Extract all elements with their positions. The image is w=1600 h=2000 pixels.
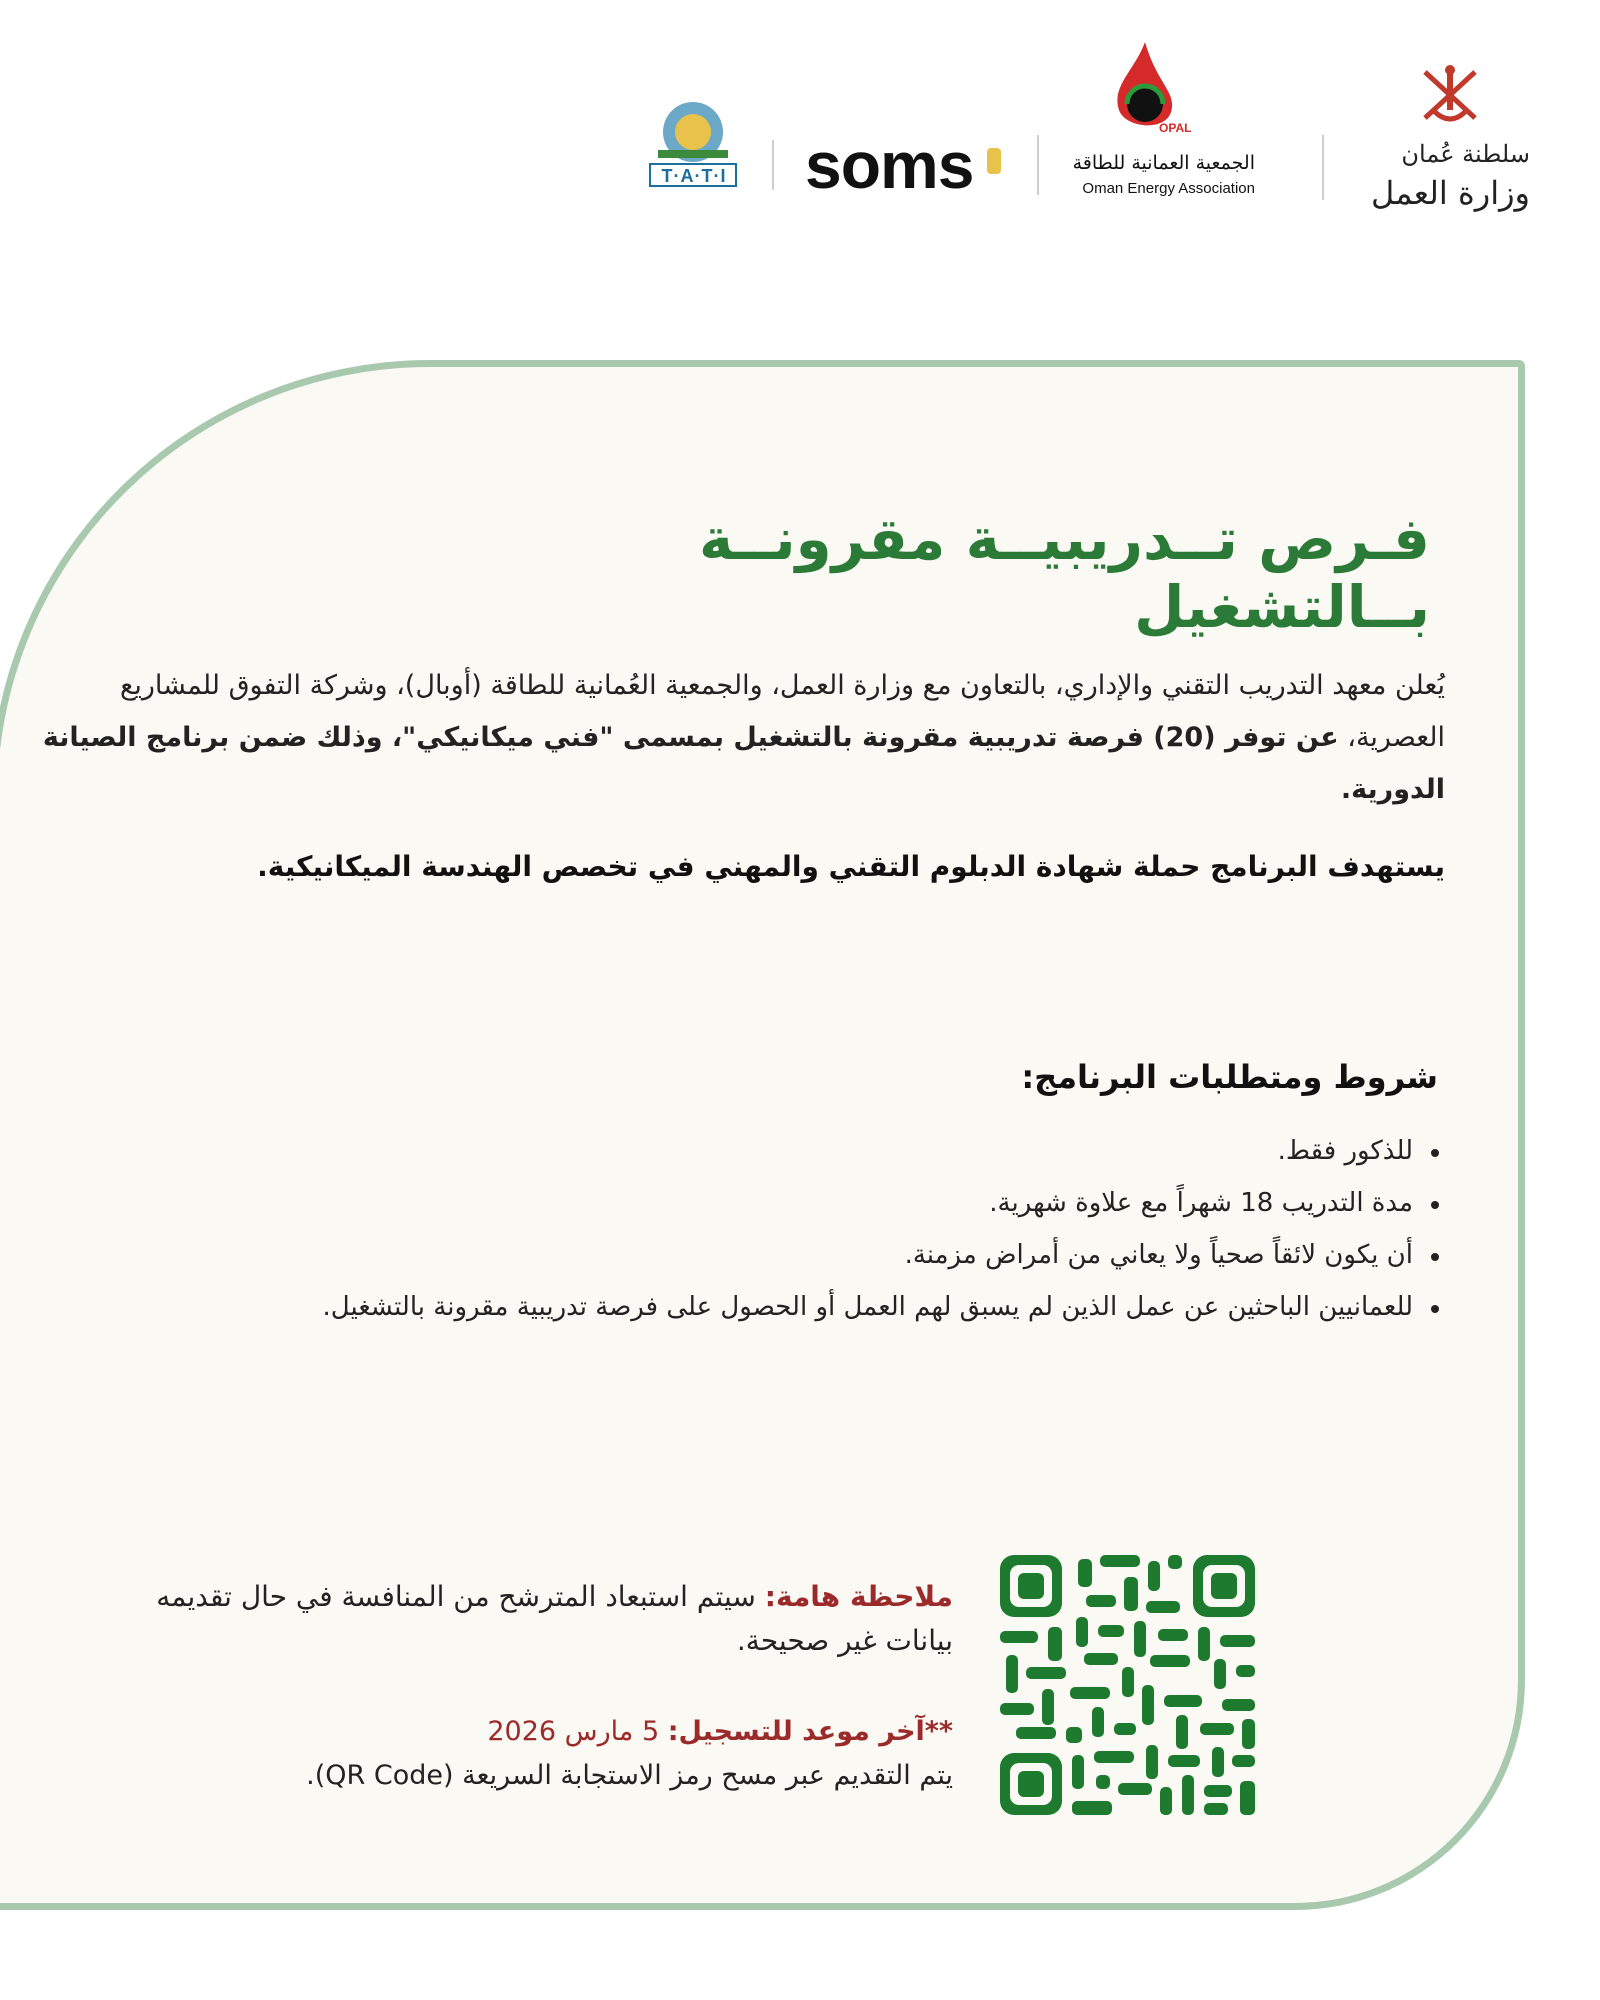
list-item: أن يكون لائقاً صحياً ولا يعاني من أمراض مزمنة. (0, 1229, 1445, 1281)
list-item: للعمانيين الباحثين عن عمل الذين لم يسبق لهم العمل أو الحصول على فرصة تدريبية مقرونة بالتشغيل. (0, 1281, 1445, 1333)
ministry-of-labour-text: وزارة العمل (1371, 174, 1530, 212)
deadline-line (153, 1710, 953, 1754)
opal-english-name: Oman Energy Association (1082, 180, 1255, 197)
note-text: سيتم استبعاد المترشح من المنافسة في حال تقديمه بيانات غير صحيحة. (156, 1580, 953, 1657)
logo-divider (1037, 135, 1039, 195)
opal-drop-icon (1105, 40, 1192, 140)
soms-accent-icon (987, 148, 1001, 174)
page-title: فـرص تــدريبيــة مقرونــة بــالتشغيل (699, 505, 1430, 641)
note-label: ملاحظة هامة: (764, 1580, 953, 1613)
intro-bold-text: عن توفر (20) فرصة تدريبية مقرونة بالتشغيل بمسمى "فني ميكانيكي"، وذلك ضمن برنامج الصيانة الدورية. (42, 722, 1445, 805)
logo-divider (1322, 135, 1324, 200)
qr-code[interactable] (1000, 1555, 1255, 1815)
important-note (153, 1575, 953, 1663)
deadline-label: **آخر موعد للتسجيل: (667, 1716, 953, 1747)
tati-logo-text: T·A·T·I (661, 166, 727, 186)
deadline-block (153, 1710, 953, 1798)
conditions-title: شروط ومتطلبات البرنامج: (1021, 1058, 1438, 1096)
opal-arabic-name: الجمعية العمانية للطاقة (1072, 152, 1255, 174)
intro-text: يُعلن معهد التدريب التقني والإداري، بالتعاون مع وزارة العمل، والجمعية العُمانية للطاقة (أوبال)، وشركة التفوق للمشاريع العصرية، (120, 670, 1445, 753)
logo-divider (772, 140, 774, 190)
target-audience: يستهدف البرنامج حملة شهادة الدبلوم التقني والمهني في تخصص الهندسة الميكانيكية. (257, 850, 1445, 883)
deadline-date: 5 مارس 2026 (487, 1716, 668, 1747)
apply-instructions: يتم التقديم عبر مسح رمز الاستجابة السريعة (QR Code). (306, 1760, 953, 1791)
conditions-list (0, 1125, 1445, 1333)
oman-emblem-icon (1415, 60, 1485, 130)
intro-paragraph (25, 660, 1445, 816)
logo-bar (600, 40, 1530, 230)
list-item: للذكور فقط. (0, 1125, 1445, 1177)
opal-logo (1055, 40, 1255, 210)
sultanate-of-oman-text: سلطنة عُمان (1401, 140, 1530, 168)
ministry-of-labour-logo (1355, 60, 1530, 230)
opal-badge: OPAL (1159, 121, 1192, 135)
tati-logo (638, 90, 748, 200)
soms-logo (805, 130, 1015, 210)
list-item: مدة التدريب 18 شهراً مع علاوة شهرية. (0, 1177, 1445, 1229)
soms-logo-text: soms (805, 128, 974, 202)
